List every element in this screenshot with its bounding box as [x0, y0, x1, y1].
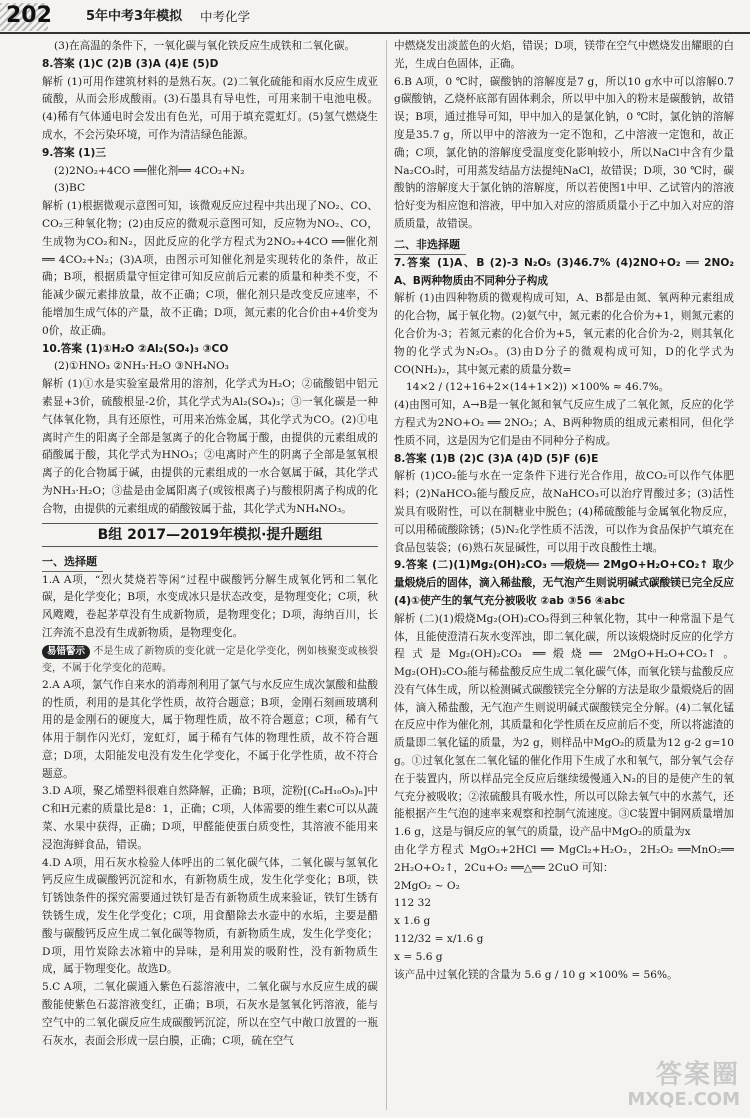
choice-6: 6.B A项，0 ℃时，碳酸钠的溶解度是7 g，所以10 g水中可以溶解0.7 g碳酸钠，乙烧杯底部有固体剩余，所以甲中加入的粉末是碳酸钠，故错误；B项，通过推导可知，甲中加入的是氯化钠，0 ℃时，氯化钠的溶解度是35.7 g，所以甲中的溶液为一定不饱和，乙中溶液一定饱和，故正确；C项，氯化钠的溶解度受温度变化影响较小，所以NaCl中含有少量Na₂CO₃时，可用蒸发结晶方法提纯NaCl，故错误；D项，30 ℃时，碳酸钠的溶解度大于氯化钠的溶解度，所以若使图1中甲、乙试管内的溶液恰好变为相应饱和溶液，甲中加入对应的溶质质量小于乙中加入对应的溶质质量，故错误。 — [394, 75, 734, 230]
left-column — [42, 38, 378, 1113]
column-divider — [386, 40, 387, 1110]
analysis-nc-9: 解析 (二)(1)煅烧Mg₂(OH)₂CO₃得到三种氧化物，其中一种常温下是气体，且能使澄清石灰水变浑浊，即二氧化碳，所以该煅烧时反应的化学方程式是Mg₂(OH)₂CO₃ ══煅烧══ 2MgO+H₂O+CO₂↑。Mg₂(OH)₂CO₃能与稀盐酸反应生成二氧化碳气体，而氧化镁与盐酸反应没有气体生成，所以检测碱式碳酸镁完全分解的方法是取少量煅烧后的固体，滴入稀盐酸，无气泡产生则说明碱式碳酸镁完全分解。(4)二氧化锰在反应中作为催化剂，其质量和化学性质在反应前后不变，所以将滤渣的质量即二氧化锰的质量，为2 g，则样品中MgO₂的质量为12 g-2 g=10 g。①过氧化氢在二氧化锰的催化作用下生成了水和氧气，部分氧气会存在于装置内，所以样品完全反应后继续缓慢通入N₂的目的是使产生的氧气充分被吸收；②浓硫酸具有吸水性，所以可以除去氧气中的水蒸气，还能根据产生气泡的速率来观察和控制气流速度。③C装置中铜网质量增加1.6 g，这是与铜反应的氧气的质量，设产品中MgO₂的质量为x — [394, 612, 734, 839]
analysis-8: 解析 (1)可用作建筑材料的是熟石灰。(2)二氧化硫能和雨水反应生成亚硫酸，从而会形成酸雨。(3)石墨具有导电性，可用来制干电池电极。(4)稀有气体通电时会发出有色光，可用于填充霓虹灯。(5)氢气燃烧生成水，不会污染环境，可作为清洁绿色能源。 — [42, 75, 378, 141]
warning-badge: 易错警示 — [42, 645, 90, 659]
book-title: 5年中考3年模拟 — [86, 9, 183, 24]
tip-text: 不是生成了新物质的变化就一定是化学变化，例如核聚变或核裂变，不属于化学变化的范畴。 — [42, 645, 378, 674]
calc-proportion: 112/32 = x/1.6 g — [394, 933, 484, 946]
right-column — [394, 38, 734, 1113]
subject-label: 中考化学 — [200, 9, 251, 24]
answer-nc-8: 8.答案 (1)B (2)C (3)A (4)D (5)F (6)E — [394, 452, 599, 465]
choice-4: 4.D A项，用石灰水检验人体呼出的二氧化碳气体，二氧化碳与氢氧化钙反应生成碳酸钙沉淀和水，有新物质生成，发生化学变化；B项，铁钉锈蚀条件的探究需要通过铁钉是否有新物质生成来验证，铁钉生锈有铁锈生成，发生化学变化；C项，用食醋除去水壶中的水垢，主要是醋酸与碳酸钙反应生成二氧化碳等物质，有新物质生成，发生化学变化；D项，用竹炭除去冰箱中的异味，是利用炭的吸附性，没有新物质生成，属于物理变化。故选D。 — [42, 856, 378, 976]
analysis-nc-8: 解析 (1)CO₂能与水在一定条件下进行光合作用，故CO₂可以作气体肥料；(2)NaHCO₃能与酸反应，故NaHCO₃可以治疗胃酸过多；(3)活性炭具有吸附性，可以在制糖业中脱色；(4)稀硫酸能与金属氧化物反应，可以用稀硫酸除锈；(5)N₂化学性质不活泼，可以作为食品保护气填充在食品包装袋；(6)熟石灰显碱性，可以用于改良酸性土壤。 — [394, 470, 734, 554]
page-number: 202 — [6, 3, 52, 28]
final-percentage: 该产品中过氧化镁的含量为 5.6 g / 10 g ×100% = 56%。 — [394, 968, 678, 981]
stoichiometry-calc — [394, 878, 734, 967]
calc-result: x = 5.6 g — [394, 950, 443, 963]
choice-3: 3.D A项，聚乙烯塑料很难自然降解，正确；B项，淀粉[(C₆H₁₀O₅)ₙ]中C和H元素的质量比是8：1，正确；C项，人体需要的维生素C可以从蔬菜、水果中获得，正确；D项，甲醛能使蛋白质变性，其溶液不能用来浸泡海鲜食品，错误。 — [42, 785, 378, 851]
section-nonchoice-title: 二、非选择题 — [394, 236, 466, 255]
choice-5-cont: 中燃烧发出淡蓝色的火焰，错误；D项，镁带在空气中燃烧发出耀眼的白光，生成白色固体，正确。 — [394, 40, 734, 70]
error-tip — [42, 643, 378, 677]
choice-1: 1.A A项，“烈火焚烧若等闲”过程中碳酸钙分解生成氧化钙和二氧化碳，是化学变化；B项，水变成冰只是状态改变，是物理变化；C项，秋风飕飕，卷起茅草没有生成新物质，是物理变化；D项，海纳百川，长江奔流不息没有生成新物质，是物理变化。 — [42, 573, 378, 639]
fraction-formula: 14×2 / (12+16+2×(14+1×2)) ×100% ≈ 46.7%。 — [406, 381, 670, 394]
answer-9-part3: (3)BC — [54, 182, 86, 195]
analysis-9: 解析 (1)根据微观示意图可知，该微观反应过程中共出现了NO₂、CO、CO₂三种氧化物；(2)由反应的微观示意图可知，反应物为NO₂、CO，生成物为CO₂和N₂，因此反应的化学方程式为2NO₂+4CO ══催化剂══ 4CO₂+N₂；(3)A项，由图示可知催化剂是实现转化的条件，故正确；B项，根据质量守恒定律可知反应前后元素的质量和种类不变，不能减少碳元素排放量，故不正确；C项，催化剂只是改变反应速率，不能增加生成气体的产量，故不正确；D项，氮元素的化合价由+4价变为0价，故正确。 — [42, 200, 378, 337]
answer-10-part2: (2)①HNO₃ ②NH₃·H₂O ③NH₄NO₃ — [54, 360, 229, 373]
calc-masses: 112 32 — [394, 897, 432, 910]
answer-8: 8.答案 (1)C (2)B (3)A (4)E (5)D — [42, 57, 219, 70]
answer-7-part3: (3)在高温的条件下，一氧化碳与氧化铁反应生成铁和二氧化碳。 — [54, 40, 356, 52]
answer-10: 10.答案 (1)①H₂O ②Al₂(SO₄)₃ ③CO — [42, 342, 229, 355]
calc-relation: 2MgO₂ ~ O₂ — [394, 879, 460, 892]
analysis-nc-7: 解析 (1)由四种物质的微观构成可知，A、B都是由氮、氧两种元素组成的化合物，属于氧化物。(2)氨气中，氮元素的化合价为+1，则氮元素的化合价为-3；若氮元素的化合价为+5，氧元素的化合价为-2，则其氧化物的化学式为N₂O₅。(3)由D分子的微观构成可知，D的化学式为CO(NH₂)₂，其中氮元素的质量分数= — [394, 292, 734, 376]
choice-5: 5.C A项，二氧化碳通入紫色石蕊溶液中，二氧化碳与水反应生成的碳酸能使紫色石蕊溶液变红，正确；B项，石灰水是氢氧化钙溶液，能与空气中的二氧化碳反应生成碳酸钙沉淀，所以在空气中敞口放置的一瓶石灰水，表面会形成一层白膜，正确；C项，硫在空气 — [42, 981, 378, 1047]
answer-nc-7: 7.答案 (1)A、B (2)-3 N₂O₅ (3)46.7% (4)2NO+O₂ ══ 2NO₂ A、B两种物质由不同种分子构成 — [394, 256, 734, 287]
answer-nc-9: 9.答案 (二)(1)Mg₂(OH)₂CO₃ ══煅烧══ 2MgO+H₂O+CO₂↑ 取少量煅烧后的固体，滴入稀盐酸，无气泡产生则说明碱式碳酸镁已完全反应 (4)①使产生的氧气充分被吸收 ②ab ③56 ④abc — [394, 559, 734, 607]
watermark-logo — [627, 1060, 740, 1110]
page-header — [0, 0, 750, 34]
analysis-10: 解析 (1)①水是实验室最常用的溶剂，化学式为H₂O；②硫酸铝中铝元素显+3价，硫酸根显-2价，其化学式为Al₂(SO₄)₃；③一氧化碳是一种气体氧化物，具有还原性，可用来冶炼金属，其化学式为CO。(2)①电离时产生的阳离子全部是氢离子的化合物属于酸，由提供的元素组成的硝酸属于酸，其化学式为HNO₃；②电离时产生的阴离子全部是氢氧根离子的化合物属于碱，由提供的元素组成的一水合氨属于碱，其化学式为NH₃·H₂O；③盐是由金属阳离子(或铵根离子)与酸根阴离子构成的化合物，由提供的元素组成的硝酸铵属于盐，其化学式为NH₄NO₃。 — [42, 378, 378, 515]
watermark-domain: MXQE.COM — [627, 1089, 740, 1110]
group-b-title: B组 2017—2019年模拟·提升题组 — [42, 523, 378, 547]
section-choice-title: 一、选择题 — [42, 553, 103, 572]
calc-unknowns: x 1.6 g — [394, 915, 431, 928]
watermark-text: 答案圈 — [655, 1060, 740, 1090]
analysis-nc-7-part4: (4)由图可知，A→B是一氧化氮和氧气反应生成了二氧化氮，反应的化学方程式为2NO+O₂ ══ 2NO₂；A、B两种物质的组成元素相同，但化学性质不同，这是因为它们是由不同种分子构成。 — [394, 399, 734, 447]
choice-2: 2.A A项，氯气作自来水的消毒剂利用了氯气与水反应生成次氯酸和盐酸的性质，利用的是其化学性质，故符合题意；B项，金刚石刻画玻璃利用的是金刚石的硬度大，属于物理性质，故不符合题意；C项，稀有气体用于制作闪光灯，宠虹灯，属于稀有气体的物理性质，故不符合题意；D项，太阳能发电没有发生化学变化，不属于化学性质，故不符合题意。 — [42, 678, 378, 780]
answer-9: 9.答案 (1)三 — [42, 146, 106, 159]
equation-chain: 由化学方程式 MgO₂+2HCl ══ MgCl₂+H₂O₂，2H₂O₂ ══MnO₂══ 2H₂O+O₂↑，2Cu+O₂ ══△══ 2CuO 可知： — [394, 844, 734, 874]
equation-9: (2)2NO₂+4CO ══催化剂══ 4CO₂+N₂ — [54, 164, 245, 177]
